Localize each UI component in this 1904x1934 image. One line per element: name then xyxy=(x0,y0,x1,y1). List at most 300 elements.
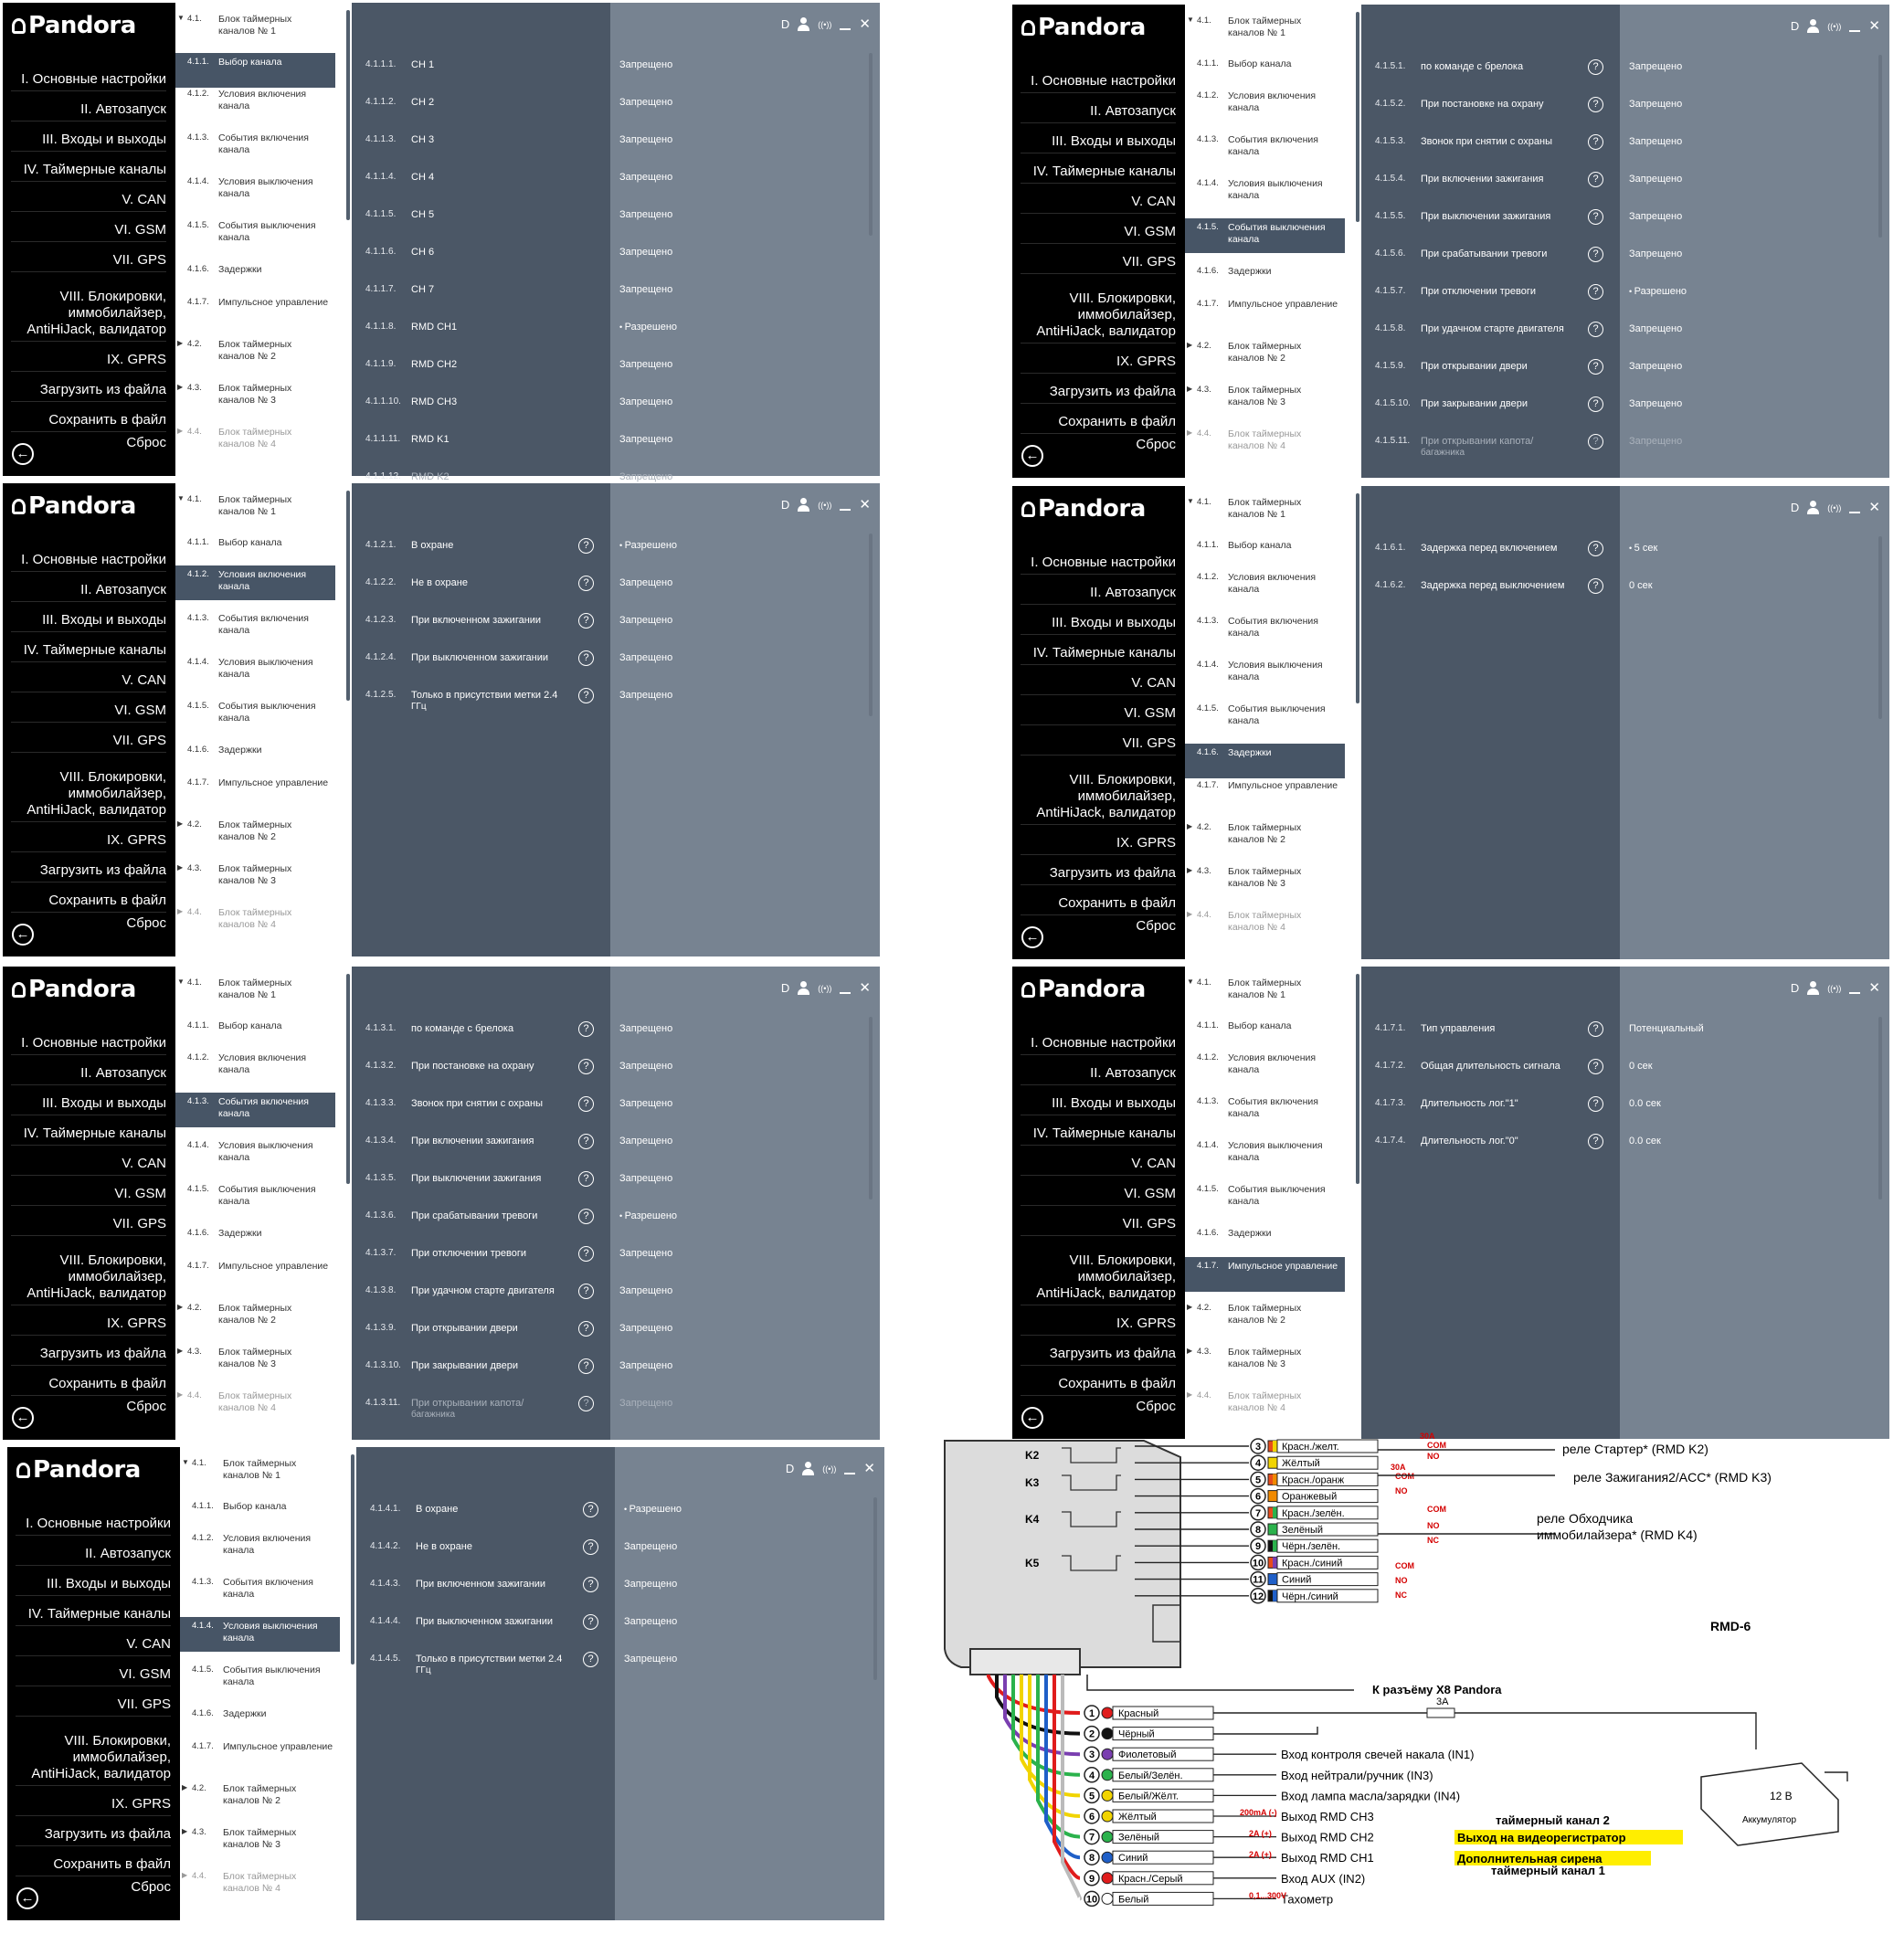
param-value[interactable] xyxy=(619,577,672,588)
sidebar-item-0[interactable]: I. Основные настройки xyxy=(11,71,166,91)
param-row-4.1.7.1.[interactable] xyxy=(1361,1020,1889,1040)
close-icon[interactable]: ✕ xyxy=(859,496,871,513)
help-icon[interactable]: ? xyxy=(1588,434,1603,449)
tree-item-4.1.5.[interactable] xyxy=(1185,218,1345,253)
tree-item-4.1.4.[interactable] xyxy=(175,653,335,688)
param-row-4.1.5.6.[interactable] xyxy=(1361,245,1889,265)
help-icon[interactable]: ? xyxy=(1588,134,1603,150)
param-value[interactable] xyxy=(619,615,672,626)
antenna-icon[interactable]: ((•)) xyxy=(818,19,832,29)
tree-item-4.1.[interactable] xyxy=(175,10,335,45)
help-icon[interactable]: ? xyxy=(1588,359,1603,375)
tree-item-4.2.[interactable] xyxy=(1185,819,1345,853)
sidebar-item-10[interactable]: Сохранить в файл xyxy=(1021,414,1176,434)
sidebar-item-2[interactable]: III. Входы и выходы xyxy=(16,1576,171,1596)
tree-item-4.1.1.[interactable] xyxy=(1185,536,1345,571)
tree-item-4.1.1.[interactable] xyxy=(175,1017,335,1052)
tree-item-4.1.7.[interactable] xyxy=(175,293,335,328)
antenna-icon[interactable]: ((•)) xyxy=(822,1464,837,1474)
param-row-4.1.3.11.[interactable] xyxy=(352,1394,880,1420)
tree-item-4.1.3.[interactable] xyxy=(1185,612,1345,647)
tree-item-4.1.2.[interactable] xyxy=(180,1529,340,1564)
param-row-4.1.3.10.[interactable] xyxy=(352,1357,880,1377)
tree-item-4.1.1.[interactable] xyxy=(180,1497,340,1532)
expand-icon[interactable]: ▶ xyxy=(182,1783,188,1791)
tree-item-4.1.6.[interactable] xyxy=(1185,744,1345,778)
minimize-icon[interactable] xyxy=(840,509,851,511)
param-value[interactable] xyxy=(619,172,672,183)
sidebar-item-4[interactable]: V. CAN xyxy=(16,1636,171,1656)
close-icon[interactable]: ✕ xyxy=(1868,979,1880,996)
sidebar-item-3[interactable]: IV. Таймерные каналы xyxy=(16,1606,171,1626)
sidebar-item-10[interactable]: Сохранить в файл xyxy=(11,893,166,913)
help-icon[interactable]: ? xyxy=(578,613,594,629)
sidebar-item-9[interactable]: Загрузить из файла xyxy=(1021,1346,1176,1366)
tree-item-4.1.5.[interactable] xyxy=(175,217,335,251)
param-value[interactable] xyxy=(619,434,672,445)
param-row-4.1.3.4.[interactable] xyxy=(352,1132,880,1152)
param-row-4.1.1.9.[interactable] xyxy=(352,355,880,375)
sidebar-item-1[interactable]: II. Автозапуск xyxy=(11,101,166,122)
tree-item-4.1.3.[interactable] xyxy=(180,1573,340,1608)
tree-item-4.1.5.[interactable] xyxy=(175,697,335,732)
user-icon[interactable] xyxy=(798,981,809,995)
user-icon[interactable] xyxy=(1807,981,1819,995)
tree-item-4.1.6.[interactable] xyxy=(175,1224,335,1259)
sidebar-item-1[interactable]: II. Автозапуск xyxy=(11,582,166,602)
sidebar-item-6[interactable]: VII. GPS xyxy=(11,252,166,272)
param-value[interactable] xyxy=(1629,1023,1704,1034)
param-row-4.1.1.6.[interactable] xyxy=(352,243,880,263)
tree-item-4.1.5.[interactable] xyxy=(175,1180,335,1215)
param-row-4.1.1.3.[interactable] xyxy=(352,131,880,151)
expand-icon[interactable]: ▶ xyxy=(182,1871,188,1879)
antenna-icon[interactable]: ((•)) xyxy=(1827,983,1842,993)
param-row-4.1.7.4.[interactable] xyxy=(1361,1132,1889,1152)
help-icon[interactable]: ? xyxy=(578,1246,594,1262)
param-value[interactable] xyxy=(619,1136,672,1147)
param-row-4.1.2.4.[interactable] xyxy=(352,649,880,669)
tree-item-4.3.[interactable] xyxy=(1185,1343,1345,1378)
param-row-4.1.5.10.[interactable] xyxy=(1361,395,1889,415)
sidebar-item-9[interactable]: Загрузить из файла xyxy=(1021,865,1176,885)
minimize-icon[interactable] xyxy=(840,28,851,30)
param-row-4.1.5.5.[interactable] xyxy=(1361,207,1889,227)
param-value[interactable] xyxy=(619,59,672,70)
param-value[interactable] xyxy=(1629,136,1682,147)
help-icon[interactable]: ? xyxy=(578,538,594,554)
help-icon[interactable]: ? xyxy=(578,1021,594,1037)
help-icon[interactable]: ? xyxy=(1588,209,1603,225)
close-icon[interactable]: ✕ xyxy=(1868,17,1880,34)
tree-item-4.3.[interactable] xyxy=(175,1343,335,1378)
help-icon[interactable]: ? xyxy=(578,576,594,591)
sidebar-item-0[interactable]: I. Основные настройки xyxy=(16,1516,171,1536)
sidebar-item-6[interactable]: VII. GPS xyxy=(16,1696,171,1717)
tree-item-4.3.[interactable] xyxy=(1185,862,1345,897)
expand-icon[interactable]: ▶ xyxy=(1187,1347,1193,1355)
tree-item-4.2.[interactable] xyxy=(175,816,335,851)
param-value[interactable] xyxy=(1629,61,1682,72)
back-arrow-icon[interactable]: ← xyxy=(1021,926,1043,948)
param-row-4.1.4.4.[interactable] xyxy=(356,1612,884,1633)
sidebar-item-10[interactable]: Сохранить в файл xyxy=(1021,895,1176,915)
minimize-icon[interactable] xyxy=(1849,992,1860,994)
param-row-4.1.2.5.[interactable] xyxy=(352,686,880,712)
help-icon[interactable]: ? xyxy=(583,1539,598,1555)
sidebar-item-7[interactable]: VIII. Блокировки, иммобилайзер, AntiHiJack, валидатор xyxy=(11,1252,166,1305)
help-icon[interactable]: ? xyxy=(578,1096,594,1112)
sidebar-item-7[interactable]: VIII. Блокировки, иммобилайзер, AntiHiJack, валидатор xyxy=(1021,1252,1176,1305)
sidebar-item-3[interactable]: IV. Таймерные каналы xyxy=(11,642,166,662)
sidebar-item-9[interactable]: Загрузить из файла xyxy=(11,862,166,882)
param-row-4.1.7.2.[interactable] xyxy=(1361,1057,1889,1077)
antenna-icon[interactable]: ((•)) xyxy=(818,500,832,510)
param-value[interactable] xyxy=(619,322,677,333)
tree-item-4.1.3.[interactable] xyxy=(175,1093,335,1127)
param-value[interactable] xyxy=(619,209,672,220)
sidebar-item-5[interactable]: VI. GSM xyxy=(16,1666,171,1686)
help-icon[interactable]: ? xyxy=(578,1396,594,1411)
tree-item-4.1.[interactable] xyxy=(1185,12,1345,47)
sidebar-item-2[interactable]: III. Входы и выходы xyxy=(1021,1095,1176,1115)
sidebar-item-9[interactable]: Загрузить из файла xyxy=(11,382,166,402)
param-value[interactable] xyxy=(1629,1061,1653,1072)
back-arrow-icon[interactable]: ← xyxy=(12,924,34,946)
sidebar-item-0[interactable]: I. Основные настройки xyxy=(1021,73,1176,93)
antenna-icon[interactable]: ((•)) xyxy=(1827,21,1842,31)
param-value[interactable] xyxy=(619,1023,672,1034)
sidebar-item-reset[interactable]: Сброс xyxy=(1136,437,1176,452)
param-value[interactable] xyxy=(624,1541,677,1552)
param-row-4.1.1.11.[interactable] xyxy=(352,430,880,450)
tree-item-4.4.[interactable] xyxy=(180,1867,340,1902)
expand-icon[interactable]: ▶ xyxy=(177,819,184,828)
expand-icon[interactable]: ▶ xyxy=(1187,910,1193,918)
tree-item-4.1.5.[interactable] xyxy=(1185,700,1345,734)
param-row-4.1.7.3.[interactable] xyxy=(1361,1094,1889,1115)
user-icon[interactable] xyxy=(1807,501,1819,514)
param-row-4.1.1.1.[interactable] xyxy=(352,56,880,76)
help-icon[interactable]: ? xyxy=(583,1652,598,1667)
tree-item-4.4.[interactable] xyxy=(1185,425,1345,460)
tree-item-4.2.[interactable] xyxy=(175,335,335,370)
help-icon[interactable]: ? xyxy=(1588,247,1603,262)
param-value[interactable] xyxy=(1629,543,1657,554)
sidebar-item-4[interactable]: V. CAN xyxy=(11,1156,166,1176)
param-value[interactable] xyxy=(619,471,672,482)
tree-item-4.2.[interactable] xyxy=(180,1780,340,1814)
back-arrow-icon[interactable]: ← xyxy=(12,443,34,465)
tree-scrollbar[interactable] xyxy=(351,1454,354,1665)
close-icon[interactable]: ✕ xyxy=(863,1460,875,1476)
sidebar-item-7[interactable]: VIII. Блокировки, иммобилайзер, AntiHiJack, валидатор xyxy=(11,769,166,822)
param-row-4.1.5.1.[interactable] xyxy=(1361,58,1889,78)
param-value[interactable] xyxy=(1629,361,1682,372)
sidebar-item-3[interactable]: IV. Таймерные каналы xyxy=(11,1126,166,1146)
sidebar-item-5[interactable]: VI. GSM xyxy=(11,1186,166,1206)
param-value[interactable] xyxy=(619,1173,672,1184)
help-icon[interactable]: ? xyxy=(1588,541,1603,556)
tree-item-4.1.3.[interactable] xyxy=(1185,1093,1345,1127)
tree-item-4.1.2.[interactable] xyxy=(175,565,335,600)
param-value[interactable] xyxy=(624,1616,677,1627)
expand-icon[interactable]: ▶ xyxy=(177,427,184,435)
sidebar-item-7[interactable]: VIII. Блокировки, иммобилайзер, AntiHiJack, валидатор xyxy=(1021,291,1176,343)
sidebar-item-0[interactable]: I. Основные настройки xyxy=(11,1035,166,1055)
param-row-4.1.3.8.[interactable] xyxy=(352,1282,880,1302)
help-icon[interactable]: ? xyxy=(578,688,594,703)
tree-item-4.1.[interactable] xyxy=(175,491,335,525)
back-arrow-icon[interactable]: ← xyxy=(1021,445,1043,467)
help-icon[interactable]: ? xyxy=(578,1171,594,1187)
minimize-icon[interactable] xyxy=(840,992,851,994)
tree-item-4.1.2.[interactable] xyxy=(175,85,335,120)
tree-scrollbar[interactable] xyxy=(1356,974,1359,1184)
sidebar-item-1[interactable]: II. Автозапуск xyxy=(11,1065,166,1085)
sidebar-item-2[interactable]: III. Входы и выходы xyxy=(11,132,166,152)
sidebar-item-8[interactable]: IX. GPRS xyxy=(11,832,166,852)
help-icon[interactable]: ? xyxy=(583,1577,598,1592)
expand-icon[interactable]: ▶ xyxy=(1187,385,1193,393)
sidebar-item-9[interactable]: Загрузить из файла xyxy=(11,1346,166,1366)
sidebar-item-2[interactable]: III. Входы и выходы xyxy=(1021,133,1176,153)
sidebar-item-1[interactable]: II. Автозапуск xyxy=(1021,585,1176,605)
tree-item-4.2.[interactable] xyxy=(175,1299,335,1334)
tree-item-4.1.6.[interactable] xyxy=(180,1705,340,1739)
param-row-4.1.4.2.[interactable] xyxy=(356,1538,884,1558)
tree-item-4.1.5.[interactable] xyxy=(1185,1180,1345,1215)
sidebar-item-7[interactable]: VIII. Блокировки, иммобилайзер, AntiHiJack, валидатор xyxy=(16,1733,171,1786)
param-row-4.1.1.7.[interactable] xyxy=(352,280,880,301)
tree-item-4.1.4.[interactable] xyxy=(1185,656,1345,691)
expand-icon[interactable]: ▶ xyxy=(177,1347,184,1355)
help-icon[interactable]: ? xyxy=(583,1502,598,1517)
param-value[interactable] xyxy=(1629,211,1682,222)
tree-item-4.4.[interactable] xyxy=(1185,1387,1345,1421)
sidebar-item-7[interactable]: VIII. Блокировки, иммобилайзер, AntiHiJack, валидатор xyxy=(11,289,166,342)
expand-icon[interactable]: ▶ xyxy=(177,339,184,347)
help-icon[interactable]: ? xyxy=(578,1284,594,1299)
sidebar-item-6[interactable]: VII. GPS xyxy=(11,1216,166,1236)
collapse-icon[interactable]: ▼ xyxy=(1187,978,1194,986)
tree-item-4.1.2.[interactable] xyxy=(175,1049,335,1083)
help-icon[interactable]: ? xyxy=(1588,1134,1603,1149)
param-row-4.1.5.9.[interactable] xyxy=(1361,357,1889,377)
sidebar-item-5[interactable]: VI. GSM xyxy=(11,222,166,242)
param-row-4.1.5.11.[interactable] xyxy=(1361,432,1889,458)
minimize-icon[interactable] xyxy=(1849,30,1860,32)
param-row-4.1.4.3.[interactable] xyxy=(356,1575,884,1595)
param-row-4.1.1.10.[interactable] xyxy=(352,393,880,413)
tree-item-4.1.7.[interactable] xyxy=(1185,1257,1345,1292)
sidebar-item-5[interactable]: VI. GSM xyxy=(1021,705,1176,725)
help-icon[interactable]: ? xyxy=(1588,396,1603,412)
param-row-4.1.5.4.[interactable] xyxy=(1361,170,1889,190)
tree-item-4.1.6.[interactable] xyxy=(1185,1224,1345,1259)
sidebar-item-1[interactable]: II. Автозапуск xyxy=(1021,103,1176,123)
tree-item-4.1.6.[interactable] xyxy=(1185,262,1345,297)
sidebar-item-3[interactable]: IV. Таймерные каналы xyxy=(1021,1126,1176,1146)
tree-item-4.3.[interactable] xyxy=(180,1823,340,1858)
collapse-icon[interactable]: ▼ xyxy=(1187,16,1194,24)
help-icon[interactable]: ? xyxy=(1588,1059,1603,1074)
param-row-4.1.1.2.[interactable] xyxy=(352,93,880,113)
tree-item-4.1.6.[interactable] xyxy=(175,260,335,295)
collapse-icon[interactable]: ▼ xyxy=(177,978,185,986)
param-value[interactable] xyxy=(1629,1136,1661,1147)
help-icon[interactable]: ? xyxy=(578,1059,594,1074)
tree-item-4.3.[interactable] xyxy=(175,379,335,414)
expand-icon[interactable]: ▶ xyxy=(182,1827,188,1835)
param-row-4.1.2.2.[interactable] xyxy=(352,574,880,594)
tree-item-4.4.[interactable] xyxy=(175,904,335,938)
tree-item-4.1.7.[interactable] xyxy=(1185,777,1345,811)
param-value[interactable] xyxy=(1629,398,1682,409)
sidebar-item-5[interactable]: VI. GSM xyxy=(11,703,166,723)
param-row-4.1.1.5.[interactable] xyxy=(352,206,880,226)
help-icon[interactable]: ? xyxy=(1588,59,1603,75)
help-icon[interactable]: ? xyxy=(1588,578,1603,594)
tree-item-4.1.1.[interactable] xyxy=(1185,55,1345,90)
param-value[interactable] xyxy=(1629,174,1682,185)
param-value[interactable] xyxy=(619,396,672,407)
minimize-icon[interactable] xyxy=(1849,512,1860,513)
collapse-icon[interactable]: ▼ xyxy=(182,1458,189,1466)
sidebar-item-9[interactable]: Загрузить из файла xyxy=(1021,384,1176,404)
param-value[interactable] xyxy=(619,1098,672,1109)
sidebar-item-8[interactable]: IX. GPRS xyxy=(11,1316,166,1336)
tree-item-4.1.4.[interactable] xyxy=(1185,1136,1345,1171)
param-value[interactable] xyxy=(624,1579,677,1590)
tree-scrollbar[interactable] xyxy=(1356,12,1359,222)
tree-item-4.2.[interactable] xyxy=(1185,337,1345,372)
sidebar-item-4[interactable]: V. CAN xyxy=(11,672,166,692)
sidebar-item-6[interactable]: VII. GPS xyxy=(1021,254,1176,274)
tree-item-4.1.2.[interactable] xyxy=(1185,87,1345,122)
sidebar-item-3[interactable]: IV. Таймерные каналы xyxy=(1021,645,1176,665)
tree-item-4.1.7.[interactable] xyxy=(175,1257,335,1292)
param-value[interactable] xyxy=(624,1504,682,1515)
param-value[interactable] xyxy=(619,247,672,258)
tree-item-4.1.1.[interactable] xyxy=(175,53,335,88)
sidebar-item-10[interactable]: Сохранить в файл xyxy=(1021,1376,1176,1396)
param-value[interactable] xyxy=(619,540,677,551)
param-row-4.1.2.3.[interactable] xyxy=(352,611,880,631)
param-value[interactable] xyxy=(619,690,672,701)
param-value[interactable] xyxy=(1629,323,1682,334)
tree-item-4.1.4.[interactable] xyxy=(1185,174,1345,209)
param-value[interactable] xyxy=(619,134,672,145)
tree-scrollbar[interactable] xyxy=(346,974,350,1184)
param-value[interactable] xyxy=(619,1248,672,1259)
tree-item-4.1.3.[interactable] xyxy=(1185,131,1345,165)
help-icon[interactable]: ? xyxy=(1588,97,1603,112)
expand-icon[interactable]: ▶ xyxy=(1187,341,1193,349)
sidebar-item-reset[interactable]: Сброс xyxy=(131,1879,171,1895)
back-arrow-icon[interactable]: ← xyxy=(1021,1407,1043,1429)
param-value[interactable] xyxy=(619,1210,677,1221)
tree-item-4.3.[interactable] xyxy=(175,860,335,894)
sidebar-item-4[interactable]: V. CAN xyxy=(1021,1156,1176,1176)
param-row-4.1.3.2.[interactable] xyxy=(352,1057,880,1077)
sidebar-item-reset[interactable]: Сброс xyxy=(1136,918,1176,934)
tree-item-4.1.3.[interactable] xyxy=(175,129,335,164)
tree-item-4.2.[interactable] xyxy=(1185,1299,1345,1334)
tree-item-4.1.1.[interactable] xyxy=(175,534,335,568)
sidebar-item-3[interactable]: IV. Таймерные каналы xyxy=(11,162,166,182)
sidebar-item-5[interactable]: VI. GSM xyxy=(1021,1186,1176,1206)
tree-item-4.1.[interactable] xyxy=(175,974,335,1009)
close-icon[interactable]: ✕ xyxy=(1868,499,1880,515)
help-icon[interactable]: ? xyxy=(1588,322,1603,337)
sidebar-item-reset[interactable]: Сброс xyxy=(126,915,166,931)
tree-item-4.1.7.[interactable] xyxy=(180,1738,340,1772)
sidebar-item-5[interactable]: VI. GSM xyxy=(1021,224,1176,244)
expand-icon[interactable]: ▶ xyxy=(1187,822,1193,830)
param-value[interactable] xyxy=(1629,1098,1661,1109)
sidebar-item-reset[interactable]: Сброс xyxy=(126,435,166,450)
help-icon[interactable]: ? xyxy=(1588,1021,1603,1037)
param-row-4.1.3.9.[interactable] xyxy=(352,1319,880,1339)
param-value[interactable] xyxy=(1629,99,1682,110)
sidebar-item-6[interactable]: VII. GPS xyxy=(1021,1216,1176,1236)
tree-scrollbar[interactable] xyxy=(1356,493,1359,703)
param-value[interactable] xyxy=(619,359,672,370)
param-value[interactable] xyxy=(624,1654,677,1665)
tree-item-4.1.5.[interactable] xyxy=(180,1661,340,1696)
tree-item-4.1.[interactable] xyxy=(1185,493,1345,528)
param-value[interactable] xyxy=(619,97,672,108)
tree-item-4.1.2.[interactable] xyxy=(1185,1049,1345,1083)
close-icon[interactable]: ✕ xyxy=(859,16,871,32)
tree-item-4.1.3.[interactable] xyxy=(175,609,335,644)
param-row-4.1.3.3.[interactable] xyxy=(352,1094,880,1115)
help-icon[interactable]: ? xyxy=(578,1209,594,1224)
sidebar-item-10[interactable]: Сохранить в файл xyxy=(11,1376,166,1396)
param-value[interactable] xyxy=(619,652,672,663)
expand-icon[interactable]: ▶ xyxy=(1187,866,1193,874)
sidebar-item-0[interactable]: I. Основные настройки xyxy=(1021,555,1176,575)
param-row-4.1.3.1.[interactable] xyxy=(352,1020,880,1040)
sidebar-item-6[interactable]: VII. GPS xyxy=(11,733,166,753)
expand-icon[interactable]: ▶ xyxy=(1187,1390,1193,1399)
tree-item-4.1.6.[interactable] xyxy=(175,741,335,776)
expand-icon[interactable]: ▶ xyxy=(1187,428,1193,437)
sidebar-item-10[interactable]: Сохранить в файл xyxy=(11,412,166,432)
user-icon[interactable] xyxy=(798,17,809,31)
collapse-icon[interactable]: ▼ xyxy=(177,494,185,502)
param-value[interactable] xyxy=(619,1323,672,1334)
param-row-4.1.5.3.[interactable] xyxy=(1361,132,1889,153)
expand-icon[interactable]: ▶ xyxy=(177,383,184,391)
param-row-4.1.1.8.[interactable] xyxy=(352,318,880,338)
sidebar-item-reset[interactable]: Сброс xyxy=(1136,1399,1176,1414)
param-row-4.1.3.6.[interactable] xyxy=(352,1207,880,1227)
sidebar-item-8[interactable]: IX. GPRS xyxy=(1021,354,1176,374)
expand-icon[interactable]: ▶ xyxy=(177,1390,184,1399)
expand-icon[interactable]: ▶ xyxy=(177,863,184,872)
help-icon[interactable]: ? xyxy=(1588,284,1603,300)
sidebar-item-2[interactable]: III. Входы и выходы xyxy=(11,612,166,632)
param-row-4.1.5.7.[interactable] xyxy=(1361,282,1889,302)
sidebar-item-0[interactable]: I. Основные настройки xyxy=(1021,1035,1176,1055)
tree-item-4.3.[interactable] xyxy=(1185,381,1345,416)
sidebar-item-0[interactable]: I. Основные настройки xyxy=(11,552,166,572)
tree-item-4.4.[interactable] xyxy=(175,423,335,458)
sidebar-item-3[interactable]: IV. Таймерные каналы xyxy=(1021,164,1176,184)
help-icon[interactable]: ? xyxy=(578,1134,594,1149)
